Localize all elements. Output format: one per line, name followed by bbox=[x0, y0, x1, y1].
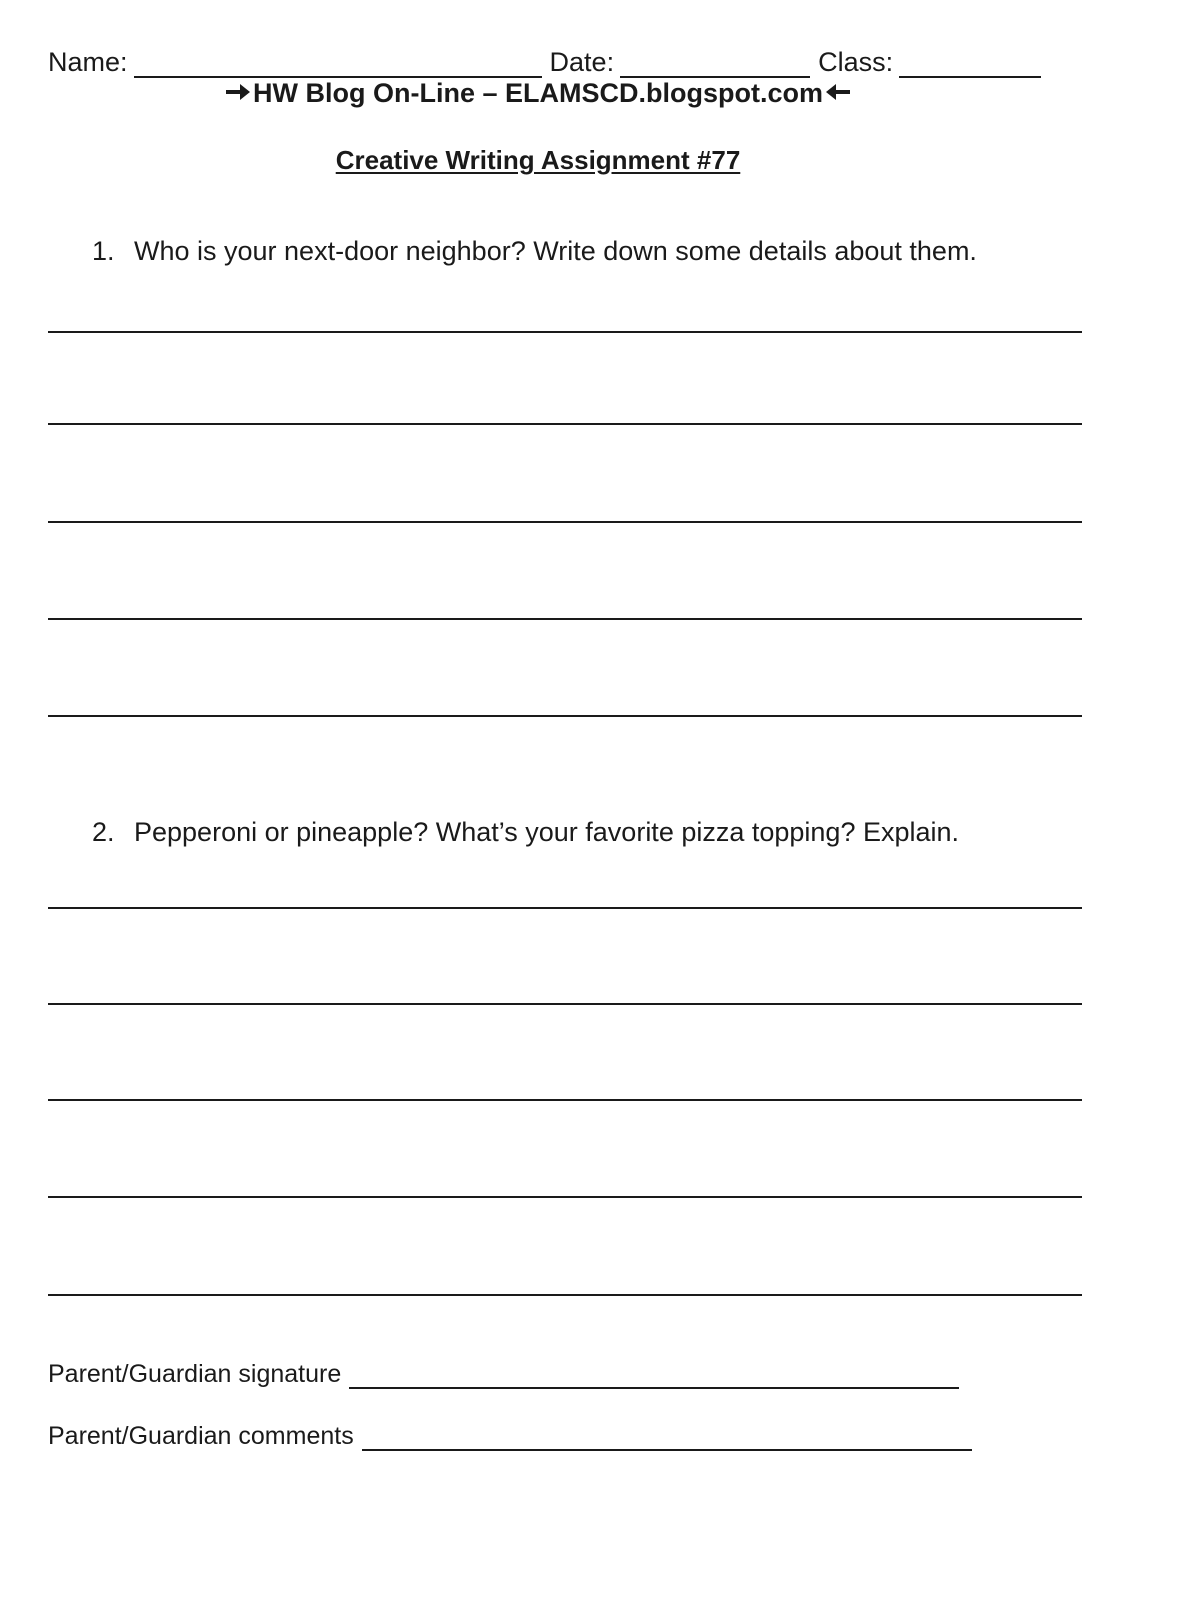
answer-line-q2-3[interactable] bbox=[48, 1099, 1082, 1101]
answer-line-q2-2[interactable] bbox=[48, 1003, 1082, 1005]
answer-line-q1-3[interactable] bbox=[48, 521, 1082, 523]
assignment-title: Creative Writing Assignment #77 bbox=[335, 145, 741, 175]
answer-line-q2-4[interactable] bbox=[48, 1196, 1082, 1198]
answer-line-q2-1[interactable] bbox=[48, 907, 1082, 909]
class-label: Class: bbox=[818, 47, 894, 77]
arrow-left-icon bbox=[825, 79, 851, 110]
answer-line-q1-5[interactable] bbox=[48, 715, 1082, 717]
date-field[interactable] bbox=[620, 52, 810, 78]
question-text: Who is your next-door neighbor? Write down some details about them. bbox=[134, 236, 977, 266]
parent-signature-row bbox=[48, 1360, 967, 1389]
question-number: 2. bbox=[92, 817, 115, 847]
student-info-row bbox=[48, 44, 1088, 78]
question-2 bbox=[92, 817, 959, 848]
arrow-right-icon bbox=[225, 79, 251, 110]
parent-signature-label: Parent/Guardian signature bbox=[48, 1360, 342, 1388]
date-label: Date: bbox=[549, 47, 615, 77]
answer-line-q1-1[interactable] bbox=[48, 331, 1082, 333]
question-1 bbox=[92, 236, 977, 267]
class-field[interactable] bbox=[899, 52, 1041, 78]
answer-line-q2-5[interactable] bbox=[48, 1294, 1082, 1296]
blog-banner bbox=[0, 78, 1076, 110]
name-field[interactable] bbox=[134, 52, 542, 78]
question-number: 1. bbox=[92, 236, 115, 266]
parent-comments-row bbox=[48, 1422, 980, 1451]
answer-line-q1-2[interactable] bbox=[48, 423, 1082, 425]
parent-comments-field[interactable] bbox=[362, 1429, 972, 1451]
name-label: Name: bbox=[48, 47, 128, 77]
parent-comments-label: Parent/Guardian comments bbox=[48, 1422, 354, 1450]
blog-text: HW Blog On-Line – ELAMSCD.blogspot.com bbox=[253, 78, 823, 108]
parent-signature-field[interactable] bbox=[349, 1367, 959, 1389]
answer-line-q1-4[interactable] bbox=[48, 618, 1082, 620]
question-text: Pepperoni or pineapple? What’s your favorite pizza topping? Explain. bbox=[134, 817, 960, 847]
